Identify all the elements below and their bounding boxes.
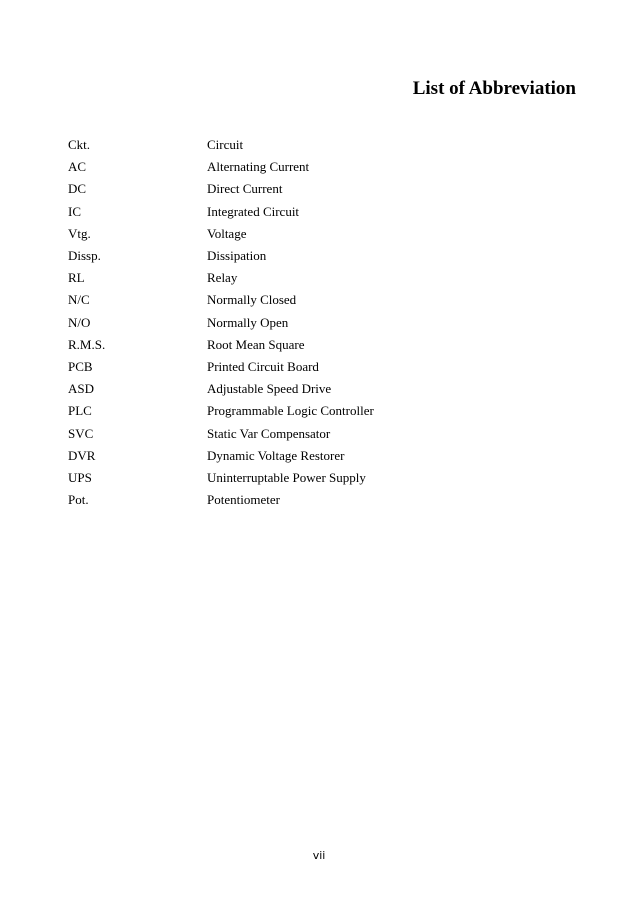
- abbreviation-definition: Static Var Compensator: [207, 425, 331, 441]
- abbreviation-definition: Dissipation: [207, 248, 267, 264]
- abbreviation-definition: Root Mean Square: [207, 336, 305, 352]
- abbreviation-row: [68, 223, 374, 245]
- abbreviation-row: [68, 422, 374, 444]
- abbreviation-term: AC: [68, 159, 87, 175]
- abbreviation-definition: Adjustable Speed Drive: [207, 381, 332, 397]
- abbreviation-term: R.M.S.: [68, 336, 106, 352]
- abbreviation-definition: Dynamic Voltage Restorer: [207, 447, 345, 463]
- abbreviation-definition: Relay: [207, 270, 238, 286]
- abbreviation-row: [68, 134, 374, 156]
- abbreviation-term: ASD: [68, 381, 95, 397]
- abbreviation-definition: Printed Circuit Board: [207, 358, 319, 374]
- abbreviation-definition: Programmable Logic Controller: [207, 403, 374, 419]
- abbreviation-row: [68, 245, 374, 267]
- abbreviation-row: [68, 489, 374, 511]
- page-number: vii: [312, 849, 326, 862]
- abbreviation-definition: Alternating Current: [207, 159, 310, 175]
- abbreviation-definition: Direct Current: [207, 181, 283, 197]
- abbreviation-row: [68, 267, 374, 289]
- abbreviation-list: [68, 134, 374, 511]
- abbreviation-term: N/C: [68, 292, 90, 308]
- abbreviation-row: [68, 400, 374, 422]
- abbreviation-definition: Normally Closed: [207, 292, 297, 308]
- abbreviation-definition: Uninterruptable Power Supply: [207, 469, 366, 485]
- abbreviation-term: SVC: [68, 425, 94, 441]
- abbreviation-row: [68, 201, 374, 223]
- abbreviation-term: DVR: [68, 447, 96, 463]
- abbreviation-row: [68, 289, 374, 311]
- page-title: List of Abbreviation: [412, 78, 576, 99]
- abbreviation-term: DC: [68, 181, 87, 197]
- abbreviation-row: [68, 378, 374, 400]
- abbreviation-term: N/O: [68, 314, 91, 330]
- abbreviation-row: [68, 445, 374, 467]
- abbreviation-row: [68, 156, 374, 178]
- abbreviation-row: [68, 178, 374, 200]
- abbreviation-row: [68, 467, 374, 489]
- abbreviation-definition: Integrated Circuit: [207, 203, 300, 219]
- abbreviation-term: PLC: [68, 403, 92, 419]
- abbreviation-row: [68, 356, 374, 378]
- abbreviation-term: Pot.: [68, 492, 89, 508]
- abbreviation-term: Dissp.: [68, 248, 101, 264]
- abbreviation-term: RL: [68, 270, 85, 286]
- abbreviation-definition: Normally Open: [207, 314, 289, 330]
- abbreviation-term: Ckt.: [68, 137, 91, 153]
- abbreviation-definition: Circuit: [207, 137, 244, 153]
- abbreviation-row: [68, 334, 374, 356]
- abbreviation-term: Vtg.: [68, 225, 91, 241]
- abbreviation-term: IC: [68, 203, 81, 219]
- abbreviation-row: [68, 312, 374, 334]
- abbreviation-term: PCB: [68, 358, 93, 374]
- abbreviation-term: UPS: [68, 469, 92, 485]
- abbreviation-definition: Voltage: [207, 225, 247, 241]
- abbreviation-definition: Potentiometer: [207, 492, 280, 508]
